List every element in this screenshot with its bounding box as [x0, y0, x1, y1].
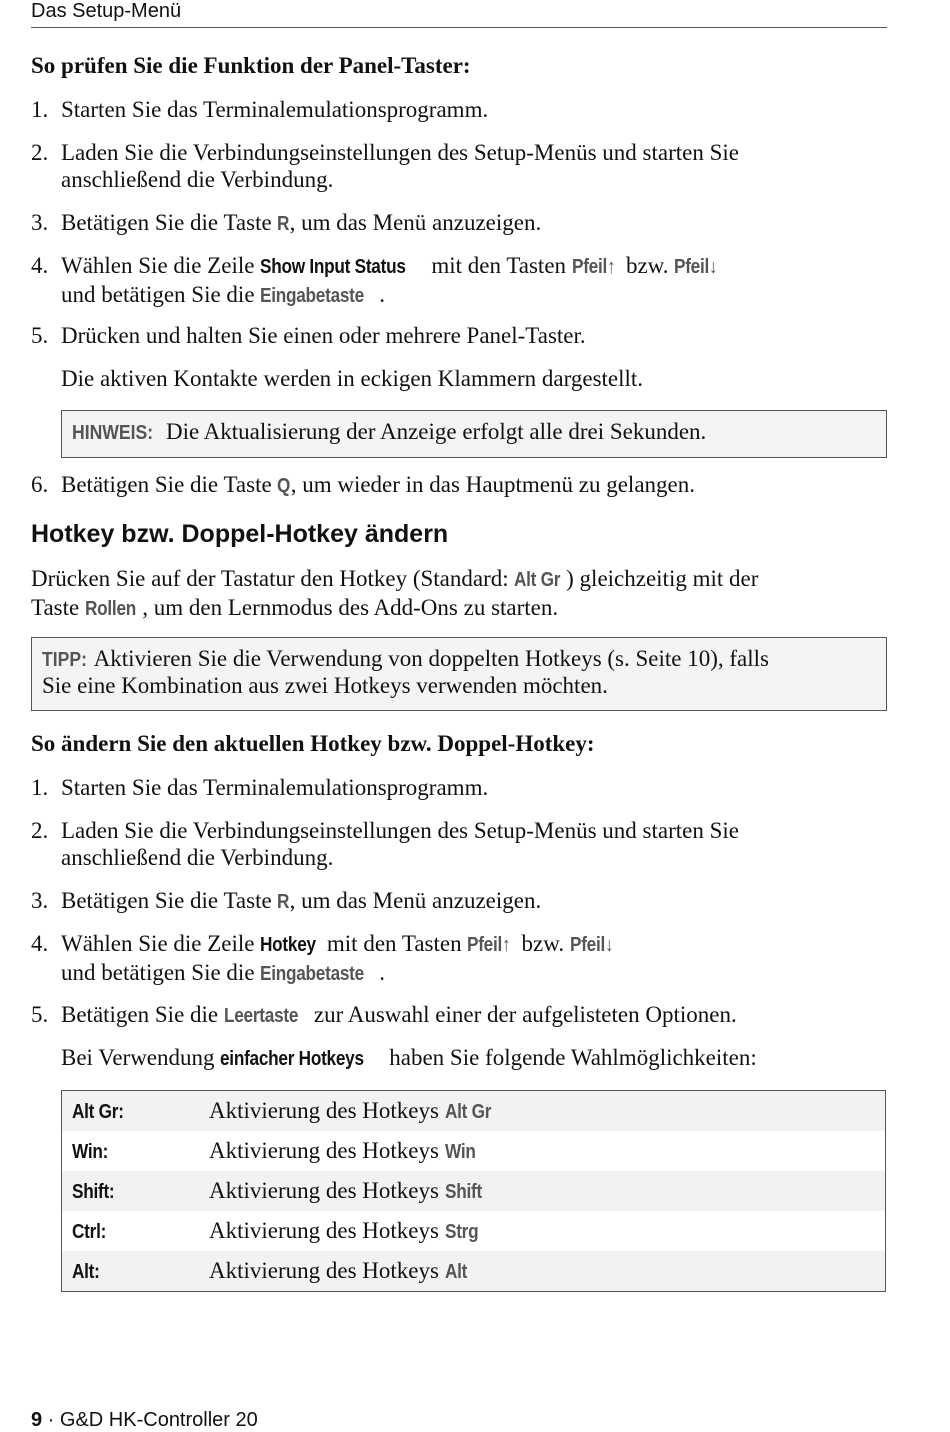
option-key-cell	[62, 1091, 210, 1132]
key-name: Eingabetaste	[260, 963, 365, 985]
option-desc: Aktivierung des Hotkeys	[209, 1138, 445, 1163]
list-text: Wählen Sie die Zeile	[61, 253, 261, 278]
section-heading-change-hotkey	[31, 731, 595, 757]
list-subtext-text: Die aktiven Kontakte werden in eckigen Klammern dargestellt.	[61, 366, 644, 391]
section-title-text: Hotkey bzw. Doppel-Hotkey ändern	[31, 520, 449, 548]
option-value: Shift	[444, 1181, 482, 1203]
option-key-cell	[62, 1171, 210, 1211]
list-number: 1.	[31, 97, 49, 122]
option-key: Alt:	[72, 1261, 100, 1283]
list-text-line: Laden Sie die Verbindungseinstellungen des Setup-Menüs und starten Sie	[61, 140, 739, 165]
key-name: Rollen	[84, 598, 136, 620]
intro-paragraph	[31, 565, 887, 623]
option-key-cell	[62, 1211, 210, 1251]
option-desc: Aktivierung des Hotkeys	[209, 1218, 445, 1243]
list-text-line: anschließend die Verbindung.	[61, 845, 334, 870]
list-text: .	[379, 282, 385, 307]
key-name: Pfeil↑	[571, 256, 616, 278]
list-item	[31, 817, 887, 871]
menu-item-name: Hotkey	[260, 934, 317, 956]
list-number: 3.	[31, 210, 49, 235]
list-text: bzw.	[620, 253, 675, 278]
option-desc-cell	[209, 1131, 886, 1171]
list-subtext-text: haben Sie folgende Wahlmöglichkeiten:	[383, 1045, 757, 1070]
paragraph-text: Taste	[31, 595, 85, 620]
list-text: und betätigen Sie die	[61, 960, 261, 985]
list-number: 3.	[31, 888, 49, 913]
table-row	[62, 1171, 886, 1211]
note-label: HINWEIS:	[72, 422, 154, 444]
list-text: und betätigen Sie die	[61, 282, 261, 307]
paragraph-text: Drücken Sie auf der Tastatur den Hotkey (Standard:	[31, 566, 515, 591]
list-text: Wählen Sie die Zeile	[61, 931, 261, 956]
table-row	[62, 1091, 886, 1132]
list-text: Betätigen Sie die Taste	[61, 210, 278, 235]
key-name: Pfeil↓	[569, 934, 614, 956]
option-value: Win	[444, 1141, 476, 1163]
option-key: Alt Gr:	[72, 1101, 124, 1123]
option-key-cell	[62, 1131, 210, 1171]
list-number: 2.	[31, 140, 49, 165]
list-number: 5.	[31, 1002, 49, 1027]
option-desc: Aktivierung des Hotkeys	[209, 1258, 445, 1283]
list-item	[31, 471, 887, 500]
list-number: 4.	[31, 253, 49, 278]
option-key: Ctrl:	[72, 1221, 107, 1243]
option-desc-cell	[209, 1091, 886, 1132]
section-heading-check-panel	[31, 53, 471, 79]
option-desc-cell	[209, 1251, 886, 1292]
list-item	[31, 96, 887, 123]
list-subtext	[61, 365, 643, 392]
key-name: R	[277, 213, 290, 235]
list-text: Drücken und halten Sie einen oder mehrere Panel-Taster.	[61, 323, 586, 348]
list-text: , um das Menü anzuzeigen.	[289, 210, 542, 235]
page-number: 9	[31, 1409, 43, 1431]
key-name: R	[277, 891, 290, 913]
list-text: Starten Sie das Terminalemulationsprogramm.	[61, 97, 489, 122]
list-text-line: Laden Sie die Verbindungseinstellungen des Setup-Menüs und starten Sie	[61, 818, 739, 843]
list-item	[31, 774, 887, 801]
option-desc: Aktivierung des Hotkeys	[209, 1098, 445, 1123]
hotkey-options-table-wrapper	[61, 1090, 886, 1292]
note-box	[61, 410, 887, 458]
option-desc-cell	[209, 1171, 886, 1211]
list-text: , um das Menü anzuzeigen.	[289, 888, 542, 913]
running-head-text: Das Setup-Menü	[31, 0, 182, 22]
key-name: Leertaste	[223, 1005, 299, 1027]
list-item	[31, 252, 887, 310]
table-row	[62, 1131, 886, 1171]
list-text: Betätigen Sie die Taste	[61, 888, 278, 913]
key-name: Alt Gr	[514, 569, 561, 591]
option-value: Alt	[444, 1261, 467, 1283]
emphasis-text: einfacher Hotkeys	[220, 1048, 365, 1070]
key-name: Pfeil↑	[467, 934, 511, 956]
list-text: Betätigen Sie die Taste	[61, 472, 278, 497]
option-value: Alt Gr	[444, 1101, 491, 1123]
list-number: 2.	[31, 818, 49, 843]
tip-box	[31, 637, 887, 711]
key-name: Q	[277, 475, 291, 497]
list-text: bzw.	[515, 931, 570, 956]
list-item	[31, 1001, 887, 1030]
product-name: G&D HK-Controller 20	[59, 1409, 258, 1431]
footer-separator: ·	[42, 1409, 60, 1431]
menu-item-name: Show Input Status	[260, 256, 406, 278]
list-item	[31, 322, 887, 349]
hotkey-options-table	[61, 1090, 886, 1292]
option-value: Strg	[444, 1221, 479, 1243]
table-row	[62, 1211, 886, 1251]
list-text: mit den Tasten	[321, 931, 468, 956]
list-number: 5.	[31, 323, 49, 348]
option-desc-cell	[209, 1211, 886, 1251]
list-item	[31, 209, 887, 238]
option-desc: Aktivierung des Hotkeys	[209, 1178, 445, 1203]
tip-label: TIPP:	[42, 649, 87, 671]
list-item	[31, 930, 887, 988]
list-number: 1.	[31, 775, 49, 800]
list-text-line: anschließend die Verbindung.	[61, 167, 334, 192]
list-text: zur Auswahl einer der aufgelisteten Optionen.	[308, 1002, 737, 1027]
list-item	[31, 139, 887, 193]
section-title-hotkey	[31, 520, 448, 549]
list-text: .	[379, 960, 385, 985]
list-number: 6.	[31, 472, 49, 497]
list-item	[31, 887, 887, 916]
section-heading-text: So ändern Sie den aktuellen Hotkey bzw. Doppel-Hotkey:	[31, 731, 595, 756]
list-subtext-text: Bei Verwendung	[61, 1045, 221, 1070]
paragraph-text: ) gleichzeitig mit der	[566, 566, 759, 591]
list-text: Betätigen Sie die	[61, 1002, 224, 1027]
paragraph-text: , um den Lernmodus des Add-Ons zu starten.	[142, 595, 559, 620]
option-key-cell	[62, 1251, 210, 1292]
list-number: 4.	[31, 931, 49, 956]
tip-text: Aktivieren Sie die Verwendung von doppelten Hotkeys (s. Seite 10), falls	[89, 646, 769, 671]
key-name: Pfeil↓	[674, 256, 718, 278]
table-row	[62, 1251, 886, 1292]
section-heading-text: So prüfen Sie die Funktion der Panel-Taster:	[31, 53, 471, 78]
note-text: Die Aktualisierung der Anzeige erfolgt alle drei Sekunden.	[160, 419, 707, 444]
tip-text: Sie eine Kombination aus zwei Hotkeys verwenden möchten.	[42, 673, 608, 698]
list-text: Starten Sie das Terminalemulationsprogramm.	[61, 775, 489, 800]
running-head	[31, 0, 887, 28]
list-text: mit den Tasten	[425, 253, 572, 278]
key-name: Eingabetaste	[260, 285, 365, 307]
option-key: Shift:	[72, 1181, 115, 1203]
option-key: Win:	[72, 1141, 109, 1163]
list-text: , um wieder in das Hauptmenü zu gelangen.	[290, 472, 695, 497]
list-subtext	[61, 1044, 757, 1073]
